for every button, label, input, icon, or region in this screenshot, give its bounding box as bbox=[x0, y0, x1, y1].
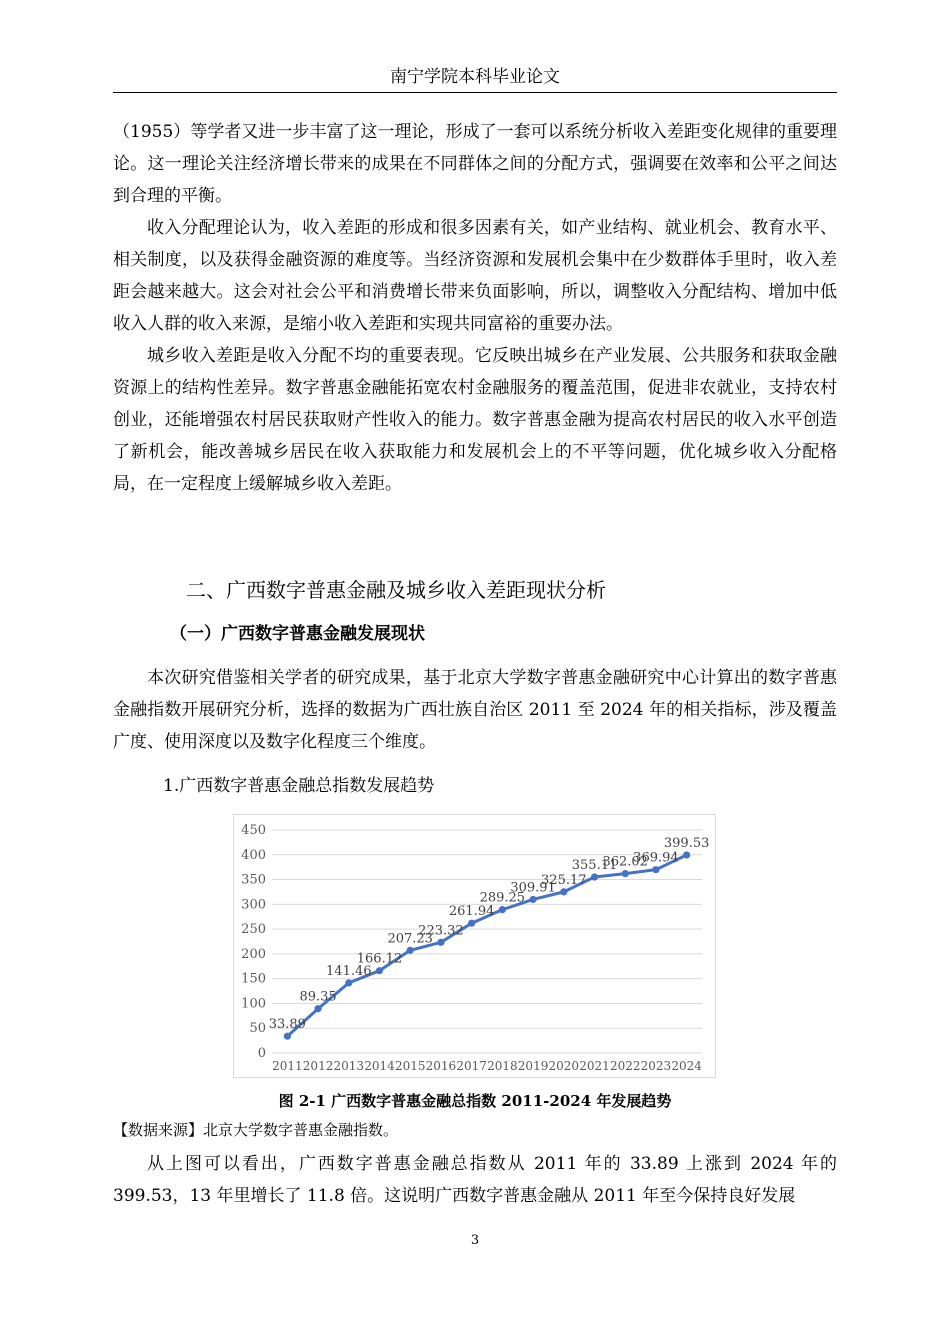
y-tick-label: 450 bbox=[241, 823, 266, 838]
data-label: 325.17 bbox=[541, 872, 587, 888]
x-tick-label: 2022 bbox=[609, 1059, 641, 1073]
paragraph-1: （1955）等学者又进一步丰富了这一理论，形成了一套可以系统分析收入差距变化规律的重要理论。这一理论关注经济增长带来的成果在不同群体之间的分配方式，强调要在效率和公平之间达到合理的平衡。 bbox=[113, 122, 837, 206]
data-point bbox=[499, 906, 506, 913]
paragraph-after: 从上图可以看出，广西数字普惠金融总指数从 2011 年的 33.89 上涨到 2024 年的 399.53，13 年里增长了 11.8 倍。这说明广西数字普惠金融从 2011 年至今保持良好发展 bbox=[113, 1154, 837, 1206]
data-point bbox=[284, 1033, 291, 1040]
x-tick-label: 2024 bbox=[671, 1059, 702, 1073]
data-point bbox=[437, 939, 444, 946]
y-tick-label: 50 bbox=[249, 1021, 266, 1037]
data-label: 289.25 bbox=[479, 890, 526, 906]
x-tick-label: 2014 bbox=[364, 1059, 395, 1073]
data-point bbox=[407, 947, 414, 954]
y-tick-label: 400 bbox=[241, 847, 266, 863]
data-point bbox=[468, 920, 475, 927]
page-number: 3 bbox=[470, 1233, 480, 1248]
data-label: 33.89 bbox=[268, 1017, 306, 1033]
data-label: 223.32 bbox=[418, 923, 464, 939]
chart-subheading: 1.广西数字普惠金融总指数发展趋势 bbox=[163, 776, 435, 796]
figure-caption: 图 2-1 广西数字普惠金融总指数 2011-2024 年发展趋势 bbox=[278, 1092, 672, 1110]
data-point bbox=[376, 967, 383, 974]
x-tick-label: 2013 bbox=[333, 1059, 365, 1073]
data-label: 399.53 bbox=[663, 836, 710, 852]
x-tick-label: 2011 bbox=[272, 1059, 303, 1073]
x-tick-label: 2012 bbox=[302, 1059, 334, 1073]
data-label: 166.12 bbox=[356, 951, 403, 967]
x-tick-label: 2020 bbox=[548, 1059, 580, 1073]
data-label: 207.23 bbox=[387, 931, 433, 947]
y-tick-label: 300 bbox=[241, 897, 266, 913]
data-point bbox=[652, 866, 659, 873]
data-point bbox=[683, 851, 690, 858]
y-tick-label: 250 bbox=[241, 922, 266, 938]
data-point bbox=[591, 873, 598, 880]
chart-frame bbox=[233, 814, 716, 1078]
paragraph-3: 城乡收入差距是收入分配不均的重要表现。它反映出城乡在产业发展、公共服务和获取金融资源上的结构性差异。数字普惠金融能拓宽农村金融服务的覆盖范围，促进非农就业，支持农村创业，还能增强农村居民获取财产性收入的能力。数字普惠金融为提高农村居民的收入水平创造了新机会，能改善城乡居民在收入获取能力和发展机会上的不平等问题，优化城乡收入分配格局，在一定程度上缓解城乡收入差距。 bbox=[113, 346, 837, 494]
header-rule bbox=[113, 92, 837, 93]
body-top bbox=[113, 116, 837, 500]
paragraph-intro: 本次研究借鉴相关学者的研究成果，基于北京大学数字普惠金融研究中心计算出的数字普惠金融指数开展研究分析，选择的数据为广西壮族自治区 2011 至 2024 年的相关指标，涉及覆盖广度、使用深度以及数字化程度三个维度。 bbox=[113, 668, 837, 752]
data-point bbox=[529, 896, 536, 903]
y-tick-label: 100 bbox=[241, 996, 266, 1012]
subsection-heading: （一）广西数字普惠金融发展现状 bbox=[170, 624, 425, 644]
line-chart bbox=[234, 815, 715, 1077]
x-tick-label: 2019 bbox=[517, 1059, 549, 1073]
body-after bbox=[113, 1148, 837, 1212]
data-point bbox=[560, 888, 567, 895]
data-label: 89.35 bbox=[299, 989, 337, 1005]
y-tick-label: 0 bbox=[257, 1046, 266, 1061]
x-tick-label: 2023 bbox=[640, 1059, 672, 1073]
paragraph-2: 收入分配理论认为，收入差距的形成和很多因素有关，如产业结构、就业机会、教育水平、相关制度，以及获得金融资源的难度等。当经济资源和发展机会集中在少数群体手里时，收入差距会越来越大。这会对社会公平和消费增长带来负面影响，所以，调整收入分配结构、增加中低收入人群的收入来源，是缩小收入差距和实现共同富裕的重要办法。 bbox=[113, 218, 837, 334]
section-heading: 二、广西数字普惠金融及城乡收入差距现状分析 bbox=[186, 578, 606, 602]
data-point bbox=[622, 870, 629, 877]
x-tick-label: 2016 bbox=[425, 1059, 457, 1073]
y-tick-label: 200 bbox=[241, 946, 266, 962]
series-line bbox=[287, 855, 686, 1036]
data-label: 141.46 bbox=[326, 963, 372, 979]
data-label: 362.02 bbox=[602, 854, 648, 870]
data-source: 【数据来源】北京大学数字普惠金融指数。 bbox=[113, 1121, 399, 1139]
data-point bbox=[314, 1005, 321, 1012]
data-label: 355.11 bbox=[571, 858, 618, 874]
data-label: 261.94 bbox=[448, 904, 495, 920]
x-tick-label: 2015 bbox=[394, 1059, 426, 1073]
data-point bbox=[345, 979, 352, 986]
x-tick-label: 2017 bbox=[456, 1059, 487, 1073]
y-tick-label: 150 bbox=[241, 971, 266, 987]
body-intro bbox=[113, 662, 837, 758]
page-header: 南宁学院本科毕业论文 bbox=[390, 67, 560, 87]
x-tick-label: 2021 bbox=[579, 1059, 610, 1073]
data-label: 309.91 bbox=[510, 880, 556, 896]
x-tick-label: 2018 bbox=[487, 1059, 518, 1073]
data-label: 369.94 bbox=[633, 850, 679, 866]
y-tick-label: 350 bbox=[241, 872, 266, 888]
